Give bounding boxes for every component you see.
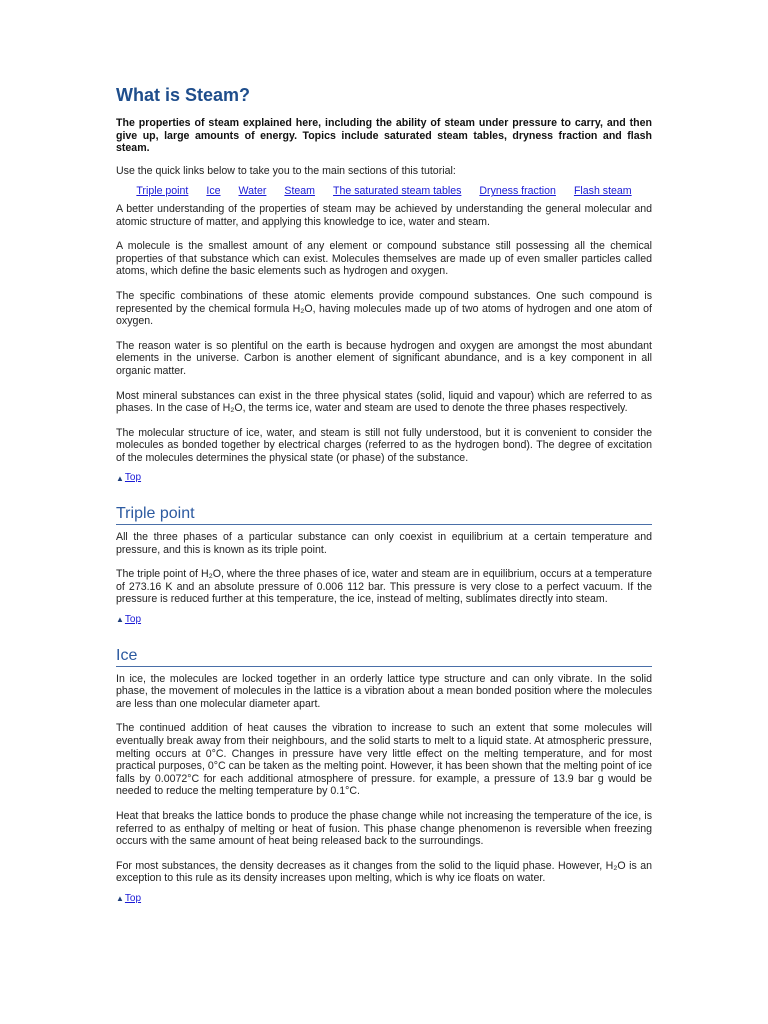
top-link[interactable]: [116, 614, 652, 627]
link-water[interactable]: Water: [238, 185, 267, 198]
up-triangle-icon: ▲: [116, 615, 124, 625]
intro-paragraph: The reason water is so plentiful on the earth is because hydrogen and oxygen are amongst the most abundant elements in the universe. Carbon is another element of significant abundance, and is a key component in all organic matter.: [116, 339, 652, 377]
up-triangle-icon: ▲: [116, 894, 124, 904]
link-flash-steam[interactable]: Flash steam: [573, 185, 632, 198]
top-link-label: Top: [124, 614, 142, 626]
intro-paragraph: A better understanding of the properties of steam may be achieved by understanding the general molecular and atomic structure of matter, and applying this knowledge to ice, water and steam.: [116, 202, 652, 228]
intro-paragraph: A molecule is the smallest amount of any element or compound substance still possessing all the chemical properties of that substance which can exist. Molecules themselves are made up of even smaller particles called atoms, which define the basic elements such as hydrogen and oxygen.: [116, 240, 652, 278]
intro-paragraph: The specific combinations of these atomic elements provide compound substances. One such compound is represented by the chemical formula H₂O, having molecules made up of two atoms of hydrogen and one atom of oxygen.: [116, 289, 652, 328]
page-title: What is Steam?: [116, 85, 251, 105]
ice-paragraph: Heat that breaks the lattice bonds to produce the phase change while not increasing the temperature of the ice, is referred to as enthalpy of melting or heat of fusion. This phase change phenomenon is reversible when freezing occurs with the same amount of heat being released back to the surroundings.: [116, 809, 652, 848]
quick-links: [116, 185, 652, 198]
intro-paragraph: Most mineral substances can exist in the three physical states (solid, liquid and vapour) which are referred to as phases. In the case of H₂O, the terms ice, water and steam are used to denote the three phases respectively.: [116, 389, 652, 415]
top-link[interactable]: [116, 472, 652, 485]
top-link-label: Top: [124, 892, 142, 904]
link-steam[interactable]: Steam: [284, 185, 316, 198]
lead-paragraph: The properties of steam explained here, including the ability of steam under pressure to carry, and then give up, large amounts of energy. Topics include saturated steam tables, dryness fraction and flash steam.: [116, 117, 652, 155]
section-heading-ice: Ice: [116, 647, 652, 667]
up-triangle-icon: ▲: [116, 473, 124, 483]
triple-point-paragraph: The triple point of H₂O, where the three phases of ice, water and steam are in equilibrium, occurs at a temperature of 273.16 K and an absolute pressure of 0.006 112 bar. This pressure is very close to a perfect vacuum. If the pressure is reduced further at this temperature, the ice, instead of melting, sublimates directly into steam.: [116, 568, 652, 606]
section-heading-triple-point: Triple point: [116, 505, 652, 525]
link-saturated-steam-tables[interactable]: The saturated steam tables: [333, 185, 462, 198]
top-link[interactable]: [116, 893, 652, 906]
link-triple-point[interactable]: Triple point: [136, 185, 189, 198]
top-link-label: Top: [124, 472, 142, 484]
ice-paragraph: In ice, the molecules are locked together in an orderly lattice type structure and can only vibrate. In the solid phase, the movement of molecules in the lattice is a vibration about a mean bonded position where the molecules are less than one molecular diameter apart.: [116, 672, 652, 710]
triple-point-paragraph: All the three phases of a particular substance can only coexist in equilibrium at a certain temperature and pressure, and this is known as its triple point.: [116, 531, 652, 556]
link-dryness-fraction[interactable]: Dryness fraction: [479, 185, 556, 198]
quick-links-intro: Use the quick links below to take you to the main sections of this tutorial:: [116, 164, 456, 177]
document-page: [116, 84, 652, 926]
ice-paragraph: For most substances, the density decreases as it changes from the solid to the liquid phase. However, H₂O is an exception to this rule as its density increases upon melting, which is why ice floats on water.: [116, 859, 652, 885]
intro-paragraph: The molecular structure of ice, water, and steam is still not fully understood, but it is convenient to consider the molecules as bonded together by electrical charges (referred to as the hydrogen bond). The degree of excitation of the molecules determines the physical state (or phase) of the substance.: [116, 426, 652, 464]
ice-paragraph: The continued addition of heat causes the vibration to increase to such an extent that some molecules will eventually break away from their neighbours, and the solid starts to melt to a liquid state. At atmospheric pressure, melting occurs at 0°C. Changes in pressure have very little effect on the melting temperature, and for most practical purposes, 0°C can be taken as the melting point. However, it has been shown that the melting point of ice falls by 0.0072°C for each additional atmosphere of pressure. for example, a pressure of 13.9 bar g would be needed to reduce the melting temperature by 0.1°C.: [116, 722, 652, 798]
link-ice[interactable]: Ice: [206, 185, 221, 198]
